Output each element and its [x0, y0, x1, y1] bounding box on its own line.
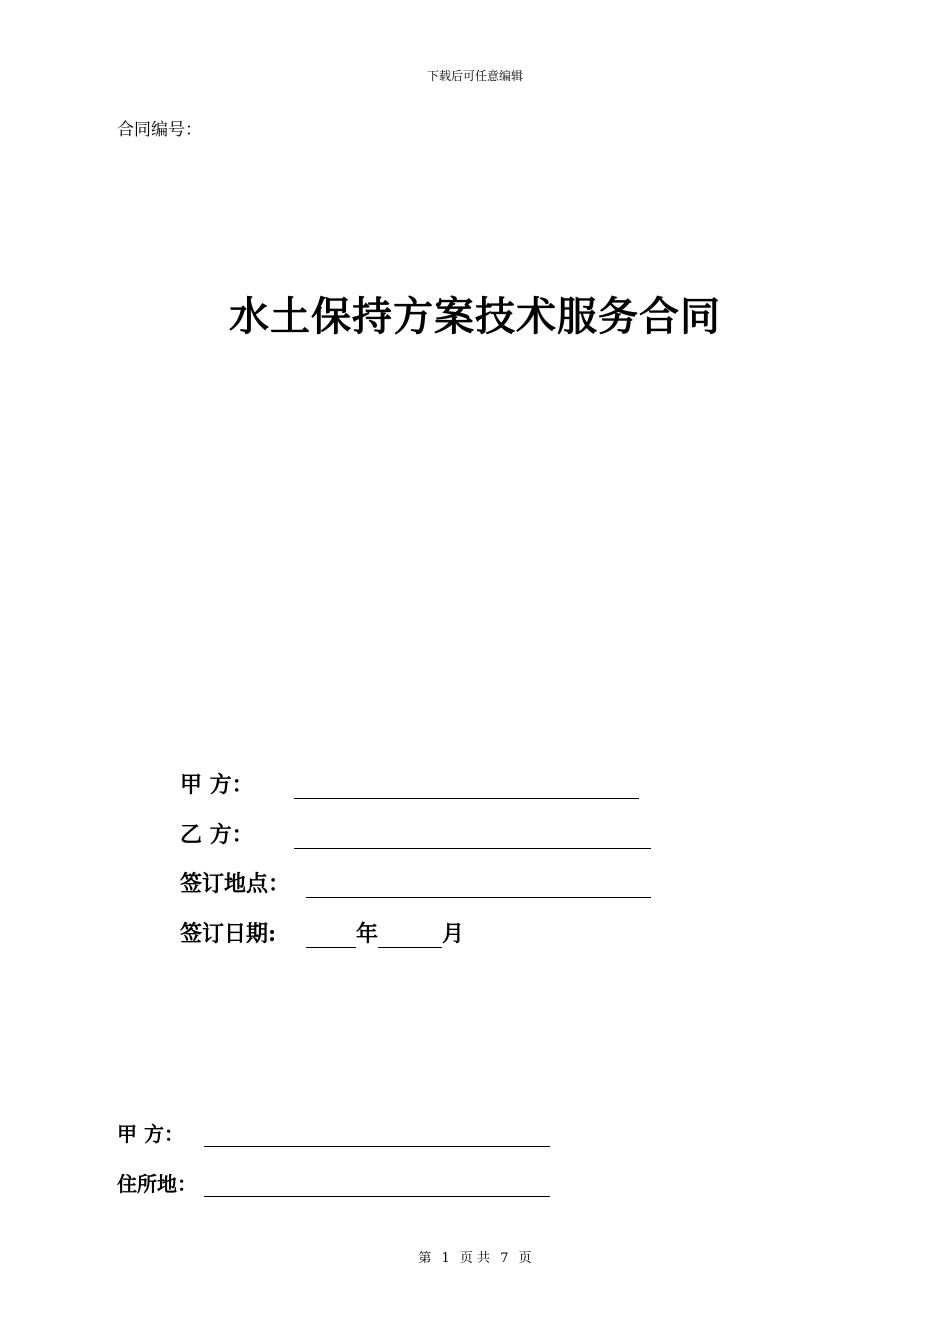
- sign-place-row: [180, 867, 651, 898]
- body-party-a-label: 甲 方：: [117, 1122, 184, 1146]
- cover-party-b-row: [180, 818, 651, 849]
- sign-month-blank[interactable]: [378, 923, 442, 948]
- header-note: 下载后可任意编辑: [426, 69, 523, 83]
- sign-year-blank[interactable]: [306, 923, 356, 948]
- address-row: [117, 1168, 550, 1197]
- year-label: 年: [356, 921, 379, 947]
- page-mid: 页 共: [459, 1251, 491, 1266]
- page-prefix: 第: [418, 1251, 432, 1266]
- sign-date-label: 签订日期:: [180, 921, 277, 947]
- contract-number-label: 合同编号：: [117, 120, 202, 140]
- total-pages: 7: [500, 1251, 509, 1266]
- cover-party-b-blank[interactable]: [294, 824, 651, 849]
- cover-party-b-label: 乙 方：: [180, 822, 254, 848]
- sign-date-row: [180, 917, 464, 948]
- sign-place-label: 签订地点：: [180, 871, 291, 897]
- sign-place-blank[interactable]: [306, 873, 651, 898]
- page-footer: [0, 1247, 950, 1266]
- body-party-a-row: [117, 1118, 550, 1147]
- month-label: 月: [442, 921, 465, 947]
- cover-party-a-blank[interactable]: [294, 774, 639, 799]
- contract-title: 水土保持方案技术服务合同: [229, 293, 721, 340]
- address-blank[interactable]: [204, 1172, 550, 1197]
- body-party-a-blank[interactable]: [204, 1122, 550, 1147]
- page-suffix: 页: [518, 1251, 532, 1266]
- address-label: 住所地：: [117, 1172, 197, 1196]
- cover-party-a-label: 甲 方：: [180, 772, 254, 798]
- cover-party-a-row: [180, 768, 639, 799]
- current-page: 1: [441, 1251, 450, 1266]
